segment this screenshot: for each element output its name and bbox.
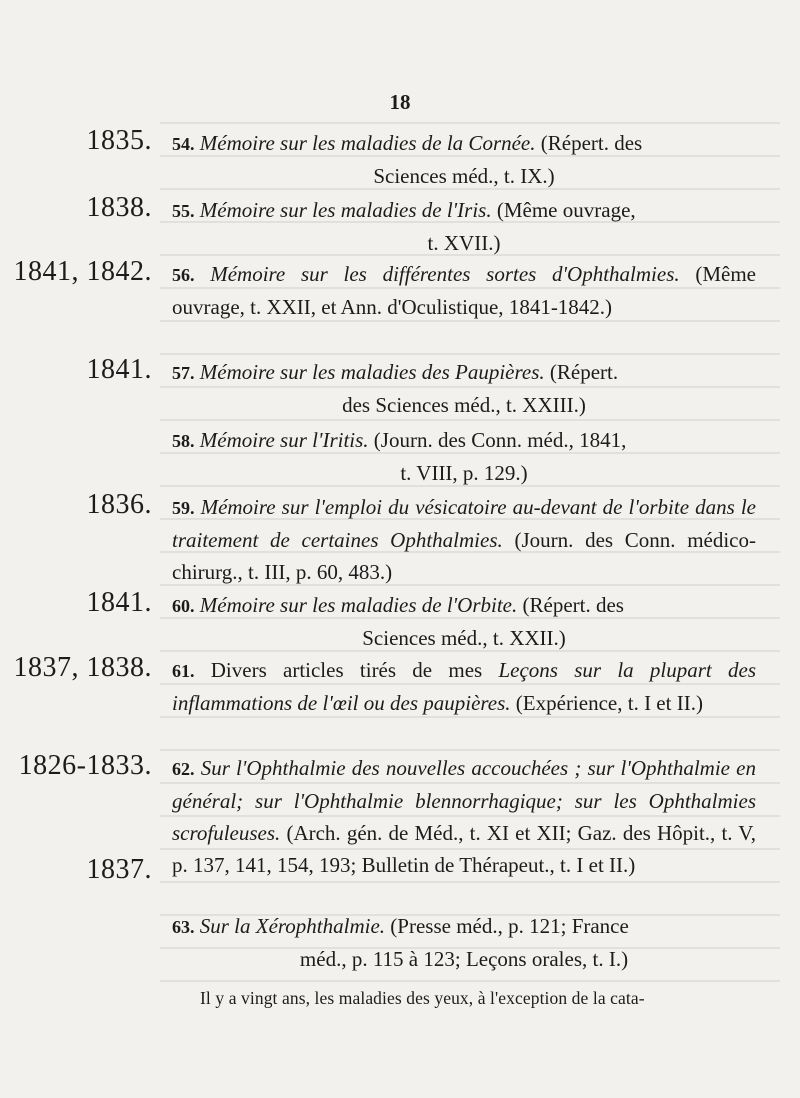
entry-number: 63. [172, 917, 195, 937]
entry-title: Mémoire sur les maladies de la Cornée. [199, 131, 536, 155]
entry-reference: (Journ. des Conn. méd., 1841, [373, 428, 627, 452]
entry-number: 54. [172, 134, 195, 154]
entry-reference: (Presse méd., p. 121; France [390, 914, 629, 938]
entry-title: Mémoire sur les différentes sortes d'Ophthalmies. [210, 262, 680, 286]
entry-prefix: Divers articles tirés de mes [210, 658, 483, 682]
entry-number: 58. [172, 431, 195, 451]
entry-text [172, 589, 756, 654]
entry-text [172, 127, 756, 192]
entry-text [172, 752, 756, 881]
entry-number: 61. [172, 661, 195, 681]
closing-paragraph: Il y a vingt ans, les maladies des yeux, à l'exception de la cata- [200, 988, 645, 1008]
entry-reference-cont: méd., p. 115 à 123; Leçons orales, t. I.) [299, 947, 629, 971]
page-number: 18 [389, 90, 411, 114]
entry-date: 1841. [86, 587, 152, 618]
entry-reference: (Expérience, t. I et II.) [515, 691, 703, 715]
entry-text [172, 258, 756, 323]
entry-reference: (Journ. des Conn. médico-chirurg., t. III, p. 60, 483.) [172, 528, 757, 584]
entry-date: 1838. [86, 192, 152, 223]
entry-date: 1835. [86, 125, 152, 156]
entry-title: Leçons sur la plupart des inflammations de l'œil ou des paupières. [172, 658, 757, 715]
entry-date: 1836. [86, 489, 152, 520]
entry-title: Mémoire sur l'Iritis. [199, 428, 369, 452]
entry-reference-cont: t. VIII, p. 129.) [400, 461, 528, 485]
entry-text [172, 356, 756, 421]
entry-reference-cont: Sciences méd., t. XXII.) [362, 626, 566, 650]
entry-text [172, 194, 756, 259]
entry-title: Sur l'Ophthalmie des nouvelles accouchées ; sur l'Ophthalmie en général; sur l'Ophthalmie blennorrhagique; sur les Ophthalmies scrofuleuses. [172, 756, 756, 845]
entry-title: Mémoire sur les maladies de l'Iris. [199, 198, 492, 222]
entry-reference: (Répert. [549, 360, 619, 384]
entry-number: 60. [172, 596, 195, 616]
entry-date: 1841. [86, 354, 152, 385]
entry-number: 62. [172, 759, 195, 779]
entry-reference-cont: Sciences méd., t. IX.) [373, 164, 555, 188]
entry-date: 1841, 1842. [13, 256, 152, 287]
entry-text [172, 424, 756, 489]
entry-number: 57. [172, 363, 195, 383]
entry-number: 59. [172, 498, 195, 518]
entry-reference: (Arch. gén. de Méd., t. XI et XII; Gaz. des Hôpit., t. V, p. 137, 141, 154, 193; Bulletin de Thérapeut., t. I et II.) [172, 821, 757, 877]
entry-title: Sur la Xérophthalmie. [199, 914, 386, 938]
entry-reference-cont: des Sciences méd., t. XXIII.) [342, 393, 586, 417]
entry-reference: (Répert. des [540, 131, 643, 155]
entry-title: Mémoire sur les maladies de l'Orbite. [199, 593, 518, 617]
entry-reference: (Même ouvrage, t. XXII, et Ann. d'Oculistique, [172, 262, 756, 319]
entry-text [172, 491, 756, 588]
entry-reference: (Répert. des [522, 593, 624, 617]
entry-reference-cont: t. XVII.) [427, 231, 501, 255]
entry-reference-cont: 1841-1842.) [508, 295, 613, 319]
entry-date: 1826-1833. [18, 750, 152, 781]
entry-number: 55. [172, 201, 195, 221]
entry-text [172, 910, 756, 975]
entry-title: Mémoire sur les maladies des Paupières. [199, 360, 545, 384]
entry-reference: (Même ouvrage, [496, 198, 636, 222]
entry-date: 1837, 1838. [13, 652, 152, 683]
entry-number: 56. [172, 265, 195, 285]
entry-title: Mémoire sur l'emploi du vésicatoire au-devant de l'orbite dans le traitement de certaines Ophthalmies. [172, 495, 757, 552]
entry-date-secondary: 1837. [86, 854, 152, 885]
entry-text [172, 654, 756, 719]
